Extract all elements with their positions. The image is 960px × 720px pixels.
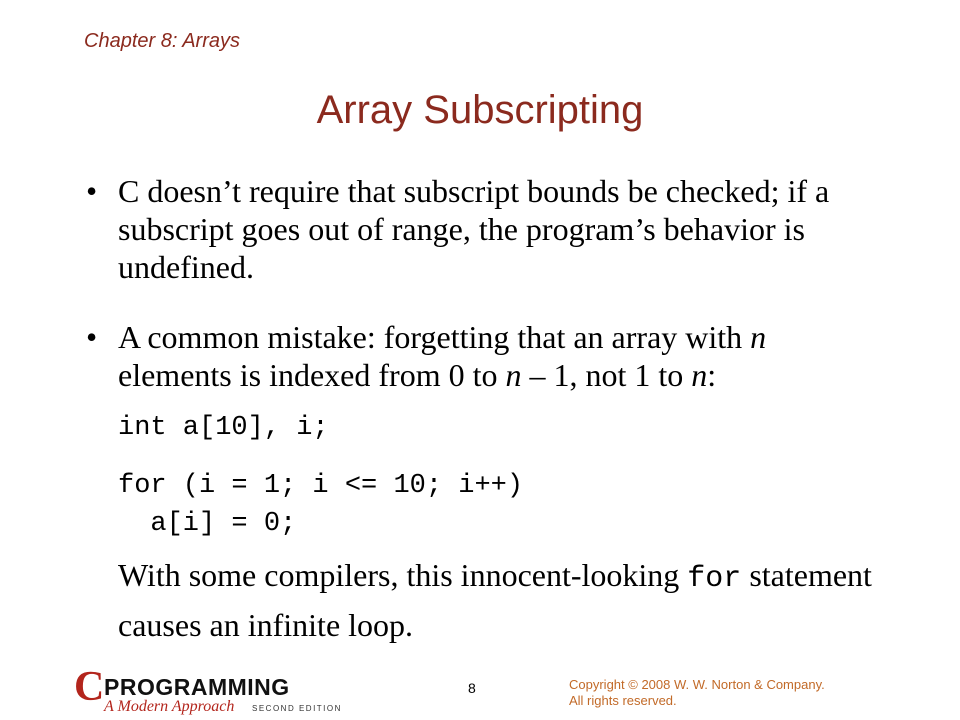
italic-n: n xyxy=(750,319,767,355)
text-segment: : xyxy=(707,357,717,393)
bullet-marker: • xyxy=(86,173,98,209)
slide-title: Array Subscripting xyxy=(316,88,644,132)
bullet-marker: • xyxy=(86,319,98,355)
chapter-label: Chapter 8: Arrays xyxy=(84,30,240,52)
text-segment: elements is indexed from 0 to xyxy=(118,357,506,393)
code-line-assign: a[i] = 0; xyxy=(118,509,297,539)
code-keyword: for xyxy=(687,562,742,596)
code-line-declaration: int a[10], i; xyxy=(118,413,329,443)
italic-n: n xyxy=(691,357,708,393)
copyright-notice xyxy=(569,677,909,709)
text-segment: – 1, not 1 to xyxy=(521,357,692,393)
logo-subtitle: A Modern Approach xyxy=(104,698,235,715)
logo-edition: SECOND EDITION xyxy=(252,704,342,713)
copyright-line: All rights reserved. xyxy=(569,693,677,708)
italic-n: n xyxy=(505,357,522,393)
text-segment: statement causes an infinite loop. xyxy=(118,557,872,643)
bullet-common-mistake xyxy=(86,318,866,394)
code-line-for: for (i = 1; i <= 10; i++) xyxy=(118,471,524,501)
bullet-text: C doesn’t require that subscript bounds be checked; if a subscript goes out of range, the program’s behavior is undefined. xyxy=(118,173,830,285)
logo-letter: C xyxy=(74,664,105,710)
closing-paragraph xyxy=(118,552,878,648)
text-segment: With some compilers, this innocent-looking xyxy=(118,557,688,593)
text-segment: A common mistake: forgetting that an array with xyxy=(118,319,751,355)
bullet-bounds-checking xyxy=(86,172,866,286)
page-number: 8 xyxy=(468,680,476,696)
bullet-text xyxy=(118,318,866,394)
logo-wordmark: PROGRAMMING xyxy=(104,674,290,700)
copyright-line: Copyright © 2008 W. W. Norton & Company. xyxy=(569,677,825,692)
